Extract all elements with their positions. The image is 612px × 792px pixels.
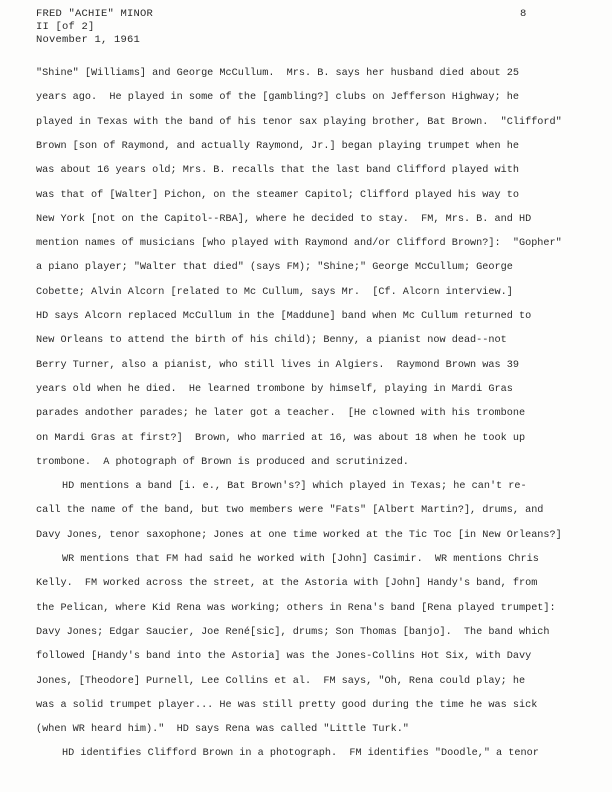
text-line: trombone. A photograph of Brown is produced and scrutinized. [36,456,409,468]
text-line: years old when he died. He learned trombone by himself, playing in Mardi Gras [36,383,513,395]
text-line: on Mardi Gras at first?] Brown, who married at 16, was about 18 when he took up [36,432,526,444]
text-line: Brown [son of Raymond, and actually Raymond, Jr.] began playing trumpet when he [36,140,519,152]
page-number: 8 [520,8,527,20]
text-line: played in Texas with the band of his tenor sax playing brother, Bat Brown. "Clifford" [36,116,562,128]
text-line: parades andother parades; he later got a teacher. [He clowned with his trombone [36,408,526,420]
text-line: New York [not on the Capitol--RBA], where he decided to stay. FM, Mrs. B. and HD [36,213,532,225]
text-line: a piano player; "Walter that died" (says FM); "Shine;" George McCullum; George [36,262,513,274]
text-line: Cobette; Alvin Alcorn [related to Mc Cullum, says Mr. [Cf. Alcorn interview.] [36,286,513,298]
text-line: years ago. He played in some of the [gambling?] clubs on Jefferson Highway; he [36,92,519,104]
text-line: "Shine" [Williams] and George McCullum. Mrs. B. says her husband died about 25 [36,68,519,79]
text-line: Berry Turner, also a pianist, who still lives in Algiers. Raymond Brown was 39 [36,359,519,371]
text-line: mention names of musicians [who played with Raymond and/or Clifford Brown?]: "Gopher" [36,238,562,250]
text-line: was that of [Walter] Pichon, on the steamer Capitol; Clifford played his way to [36,189,519,201]
text-line: followed [Handy's band into the Astoria] was the Jones-Collins Hot Six, with Davy [36,651,532,663]
header-part: II [of 2] [36,21,95,33]
text-line: WR mentions that FM had said he worked with [John] Casimir. WR mentions Chris [62,554,539,565]
text-line: was a solid trumpet player... He was still pretty good during the time he was sick [36,699,538,711]
text-line: HD says Alcorn replaced McCullum in the [Maddune] band when Mc Cullum returned to [36,311,532,322]
text-line: HD mentions a band [i. e., Bat Brown's?] which played in Texas; he can't re- [62,481,527,493]
header-title: FRED "ACHIE" MINOR [36,8,154,20]
text-line: Davy Jones, tenor saxophone; Jones at one time worked at the Tic Toc [in New Orleans?] [36,529,562,541]
text-line: Jones, [Theodore] Purnell, Lee Collins et al. FM says, "Oh, Rena could play; he [36,675,526,687]
text-line: Davy Jones; Edgar Saucier, Joe René[sic], drums; Son Thomas [banjo]. The band which [36,626,550,638]
text-line: Kelly. FM worked across the street, at the Astoria with [John] Handy's band, from [36,578,538,590]
text-line: HD identifies Clifford Brown in a photograph. FM identifies "Doodle," a tenor [62,748,539,760]
text-line: was about 16 years old; Mrs. B. recalls that the last band Clifford played with [36,165,519,177]
text-line: call the name of the band, but two members were "Fats" [Albert Martin?], drums, and [36,505,544,517]
text-line: (when WR heard him)." HD says Rena was called "Little Turk." [36,724,409,736]
text-line: New Orleans to attend the birth of his child); Benny, a pianist now dead--not [36,335,507,347]
text-line: the Pelican, where Kid Rena was working; others in Rena's band [Rena played trumpet]: [36,602,556,614]
header-date: November 1, 1961 [36,34,141,46]
